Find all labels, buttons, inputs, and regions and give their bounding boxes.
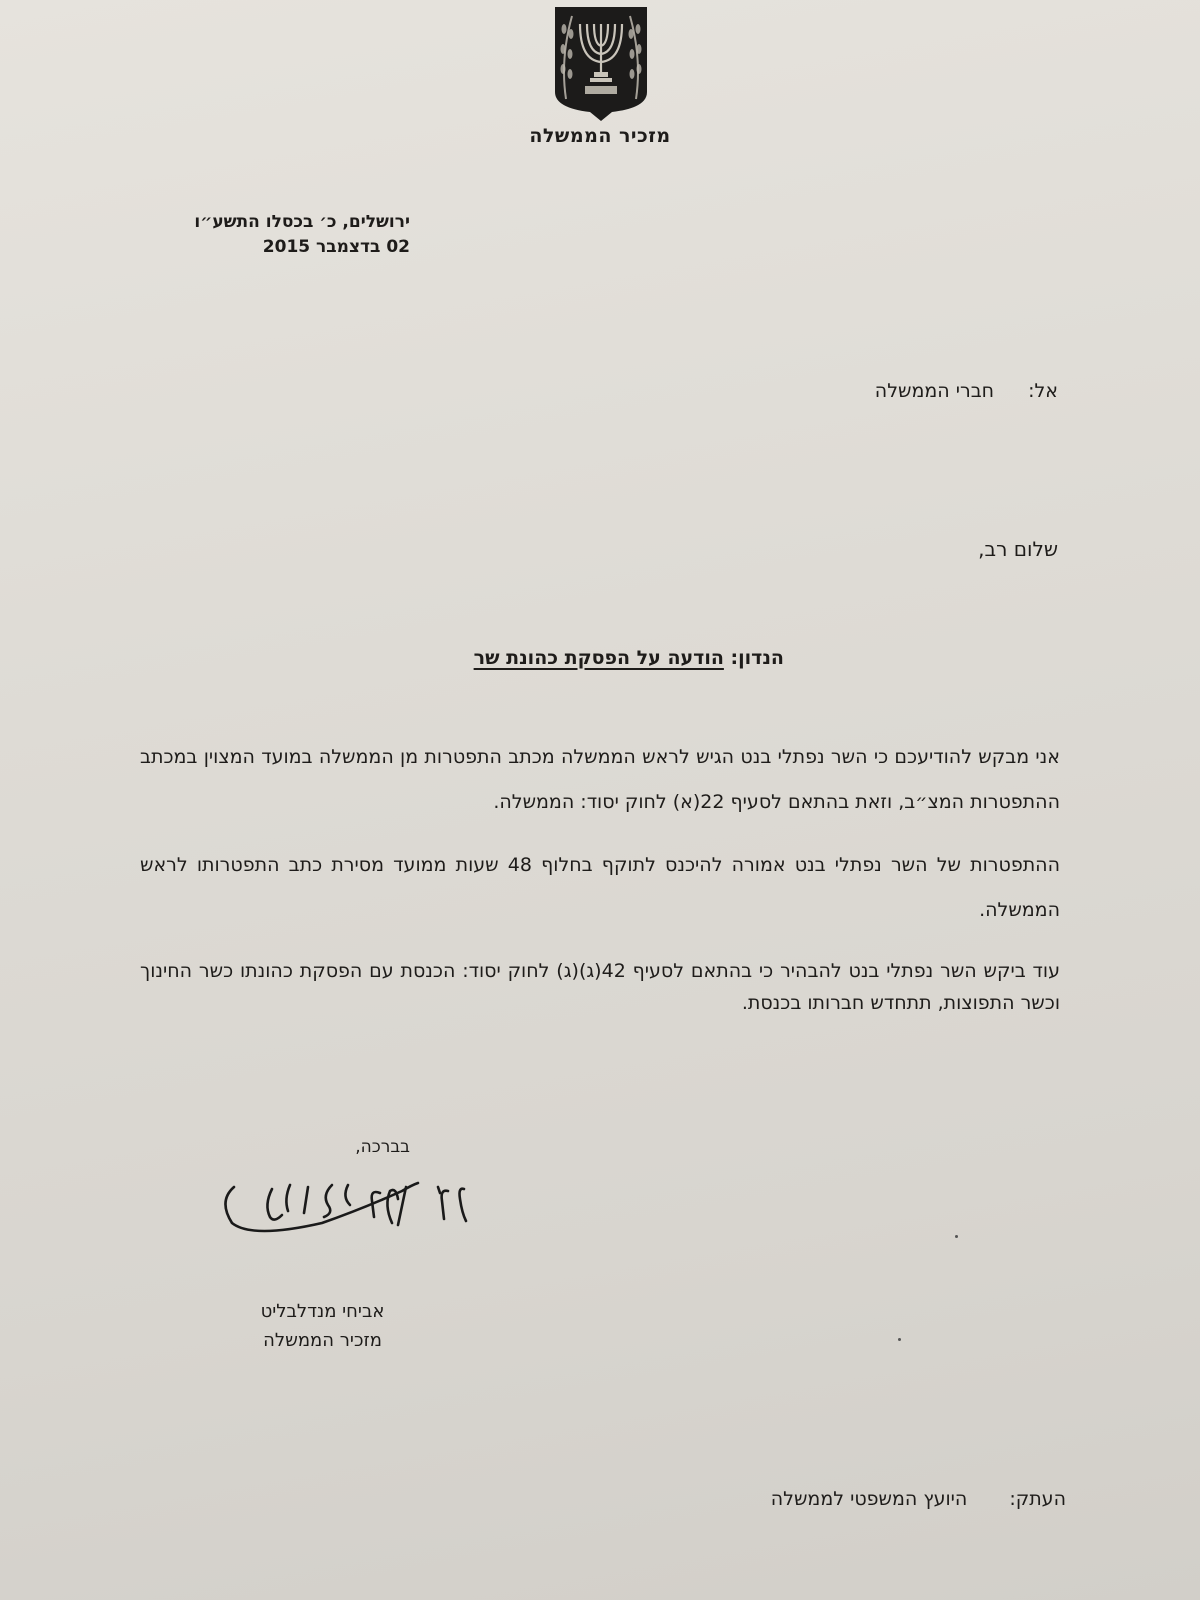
addressee-label: אל: <box>1028 380 1058 402</box>
office-title: מזכיר הממשלה <box>529 125 671 147</box>
cc-label: העתק: <box>1009 1488 1066 1510</box>
body-paragraph: ההתפטרות של השר נפתלי בנט אמורה להיכנס לתוקף בחלוף 48 שעות ממועד מסירת כתב התפטרותו לראש הממשלה. <box>140 854 1061 921</box>
body-paragraph: עוד ביקש השר נפתלי בנט להבהיר כי בהתאם לסעיף 42(ג)(ג) לחוק יסוד: הכנסת עם הפסקת כהונתו כשר החינוך וכשר התפוצות, תתחדש חברותו בכנסת. <box>140 960 1060 1014</box>
gregorian-date: 02 בדצמבר 2015 <box>262 237 410 257</box>
handwritten-signature-icon <box>212 1165 480 1245</box>
body-paragraph: אני מבקש להודיעכם כי השר נפתלי בנט הגיש לראש הממשלה מכתב התפטרות מן הממשלה במועד המצוין במכתב ההתפטרות המצ״ב, וזאת בהתאם לסעיף 22(א) לחוק יסוד: הממשלה. <box>140 746 1060 813</box>
state-emblem-menorah-icon <box>552 4 650 122</box>
subject-label: הנדון: <box>730 647 784 669</box>
date-block <box>140 210 410 260</box>
subject-text: הודעה על הפסקת כהונת שר <box>473 647 724 669</box>
signer-title: מזכיר הממשלה <box>263 1330 382 1351</box>
signer-name: אביחי מנדלבליט <box>260 1301 385 1322</box>
signer-block <box>220 1297 425 1355</box>
closing-salutation: בברכה, <box>355 1137 410 1157</box>
subject-line <box>300 647 784 669</box>
addressee <box>875 380 1058 402</box>
hebrew-date: ירושלים, כ׳ בכסלו התשע״ו <box>194 212 410 232</box>
paper-speck <box>955 1235 958 1238</box>
paper-speck <box>898 1338 901 1341</box>
addressee-value: חברי הממשלה <box>874 380 995 402</box>
cc-value: היועץ המשפטי לממשלה <box>770 1488 968 1510</box>
cc-line <box>771 1488 1066 1510</box>
greeting: שלום רב, <box>978 537 1058 561</box>
